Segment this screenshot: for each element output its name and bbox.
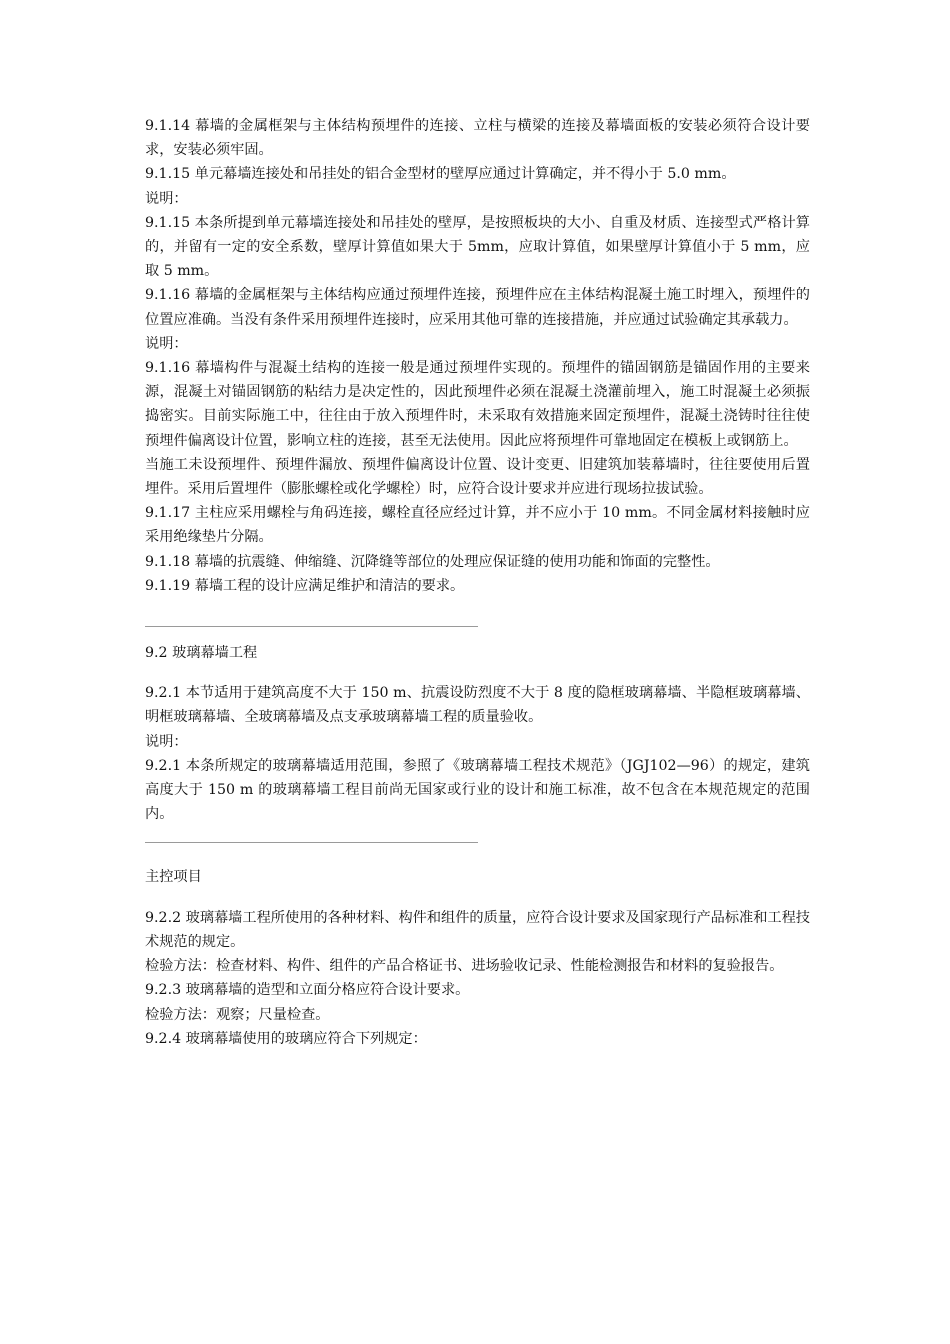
note-label: 说明： <box>145 190 188 207</box>
note-9-1-16: 9.1.16 幕墙构件与混凝土结构的连接一般是通过预埋件实现的。预埋件的锚固钢筋是锚固作用的主要来源，混凝土对锚固钢筋的粘结力是决定性的，因此预埋件必须在混凝土浇灌前埋入，施工时混凝土必须振捣密实。目前实际施工中，往往由于放入预埋件时，未采取有效措施来固定预埋件，混凝土浇铸时往往使预埋件偏离设计位置，影响立柱的连接，甚至无法使用。因此应将预埋件可靠地固定在模板上或钢筋上。 <box>145 360 810 449</box>
note-9-1-15: 9.1.15 本条所提到单元幕墙连接处和吊挂处的壁厚，是按照板块的大小、自重及材质、连接型式严格计算的，并留有一定的安全系数，壁厚计算值如果大于 5mm，应取计算值，如果壁厚计算值小于 5 mm，应取 5 mm。 <box>145 214 810 280</box>
inspection-method-9-2-2: 检验方法：检查材料、构件、组件的产品合格证书、进场验收记录、性能检测报告和材料的复验报告。 <box>145 958 784 975</box>
clause-9-1-17: 9.1.17 主柱应采用螺栓与角码连接，螺栓直径应经过计算，并不应小于 10 mm。不同金属材料接触时应采用绝缘垫片分隔。 <box>145 505 810 546</box>
clause-9-2-1: 9.2.1 本节适用于建筑高度不大于 150 m、抗震设防烈度不大于 8 度的隐框玻璃幕墙、半隐框玻璃幕墙、明框玻璃幕墙、全玻璃幕墙及点支承玻璃幕墙工程的质量验收。 <box>145 685 810 726</box>
subsection-heading-main-control: 主控项目 <box>145 869 202 886</box>
clause-9-1-16: 9.1.16 幕墙的金属框架与主体结构应通过预埋件连接，预埋件应在主体结构混凝土施工时埋入，预埋件的位置应准确。当没有条件采用预埋件连接时，应采用其他可靠的连接措施，并应通过试验确定其承载力。 <box>145 287 810 328</box>
note-9-2-1: 9.2.1 本条所规定的玻璃幕墙适用范围，参照了《玻璃幕墙工程技术规范》（JGJ102—96）的规定，建筑高度大于 150 m 的玻璃幕墙工程目前尚无国家或行业的设计和施工标准，故不包含在本规范规定的范围内。 <box>145 757 810 823</box>
inspection-method-9-2-3: 检验方法：观察；尺量检查。 <box>145 1006 330 1023</box>
note-label: 说明： <box>145 335 188 352</box>
note-9-1-16-continued: 当施工未设预埋件、预埋件漏放、预埋件偏离设计位置、设计变更、旧建筑加装幕墙时，往往要使用后置埋件。采用后置埋件（膨胀螺栓或化学螺栓）时，应符合设计要求并应进行现场拉拔试验。 <box>145 456 810 498</box>
section-heading-9-2: 9.2 玻璃幕墙工程 <box>145 645 258 662</box>
clause-9-1-14: 9.1.14 幕墙的金属框架与主体结构预埋件的连接、立柱与横梁的连接及幕墙面板的安装必须符合设计要求，安装必须牢固。 <box>145 118 810 159</box>
document-page <box>145 114 810 1051</box>
note-label: 说明： <box>145 733 188 750</box>
clause-9-1-19: 9.1.19 幕墙工程的设计应满足维护和清洁的要求。 <box>145 577 465 594</box>
clause-9-2-2: 9.2.2 玻璃幕墙工程所使用的各种材料、构件和组件的质量，应符合设计要求及国家现行产品标准和工程技术规范的规定。 <box>145 909 810 950</box>
clause-9-2-4: 9.2.4 玻璃幕墙使用的玻璃应符合下列规定： <box>145 1030 427 1047</box>
clause-9-2-3: 9.2.3 玻璃幕墙的造型和立面分格应符合设计要求。 <box>145 982 470 999</box>
clause-9-1-15: 9.1.15 单元幕墙连接处和吊挂处的铝合金型材的壁厚应通过计算确定，并不得小于 5.0 mm。 <box>145 166 736 183</box>
clause-9-1-18: 9.1.18 幕墙的抗震缝、伸缩缝、沉降缝等部位的处理应保证缝的使用功能和饰面的完整性。 <box>145 553 720 570</box>
